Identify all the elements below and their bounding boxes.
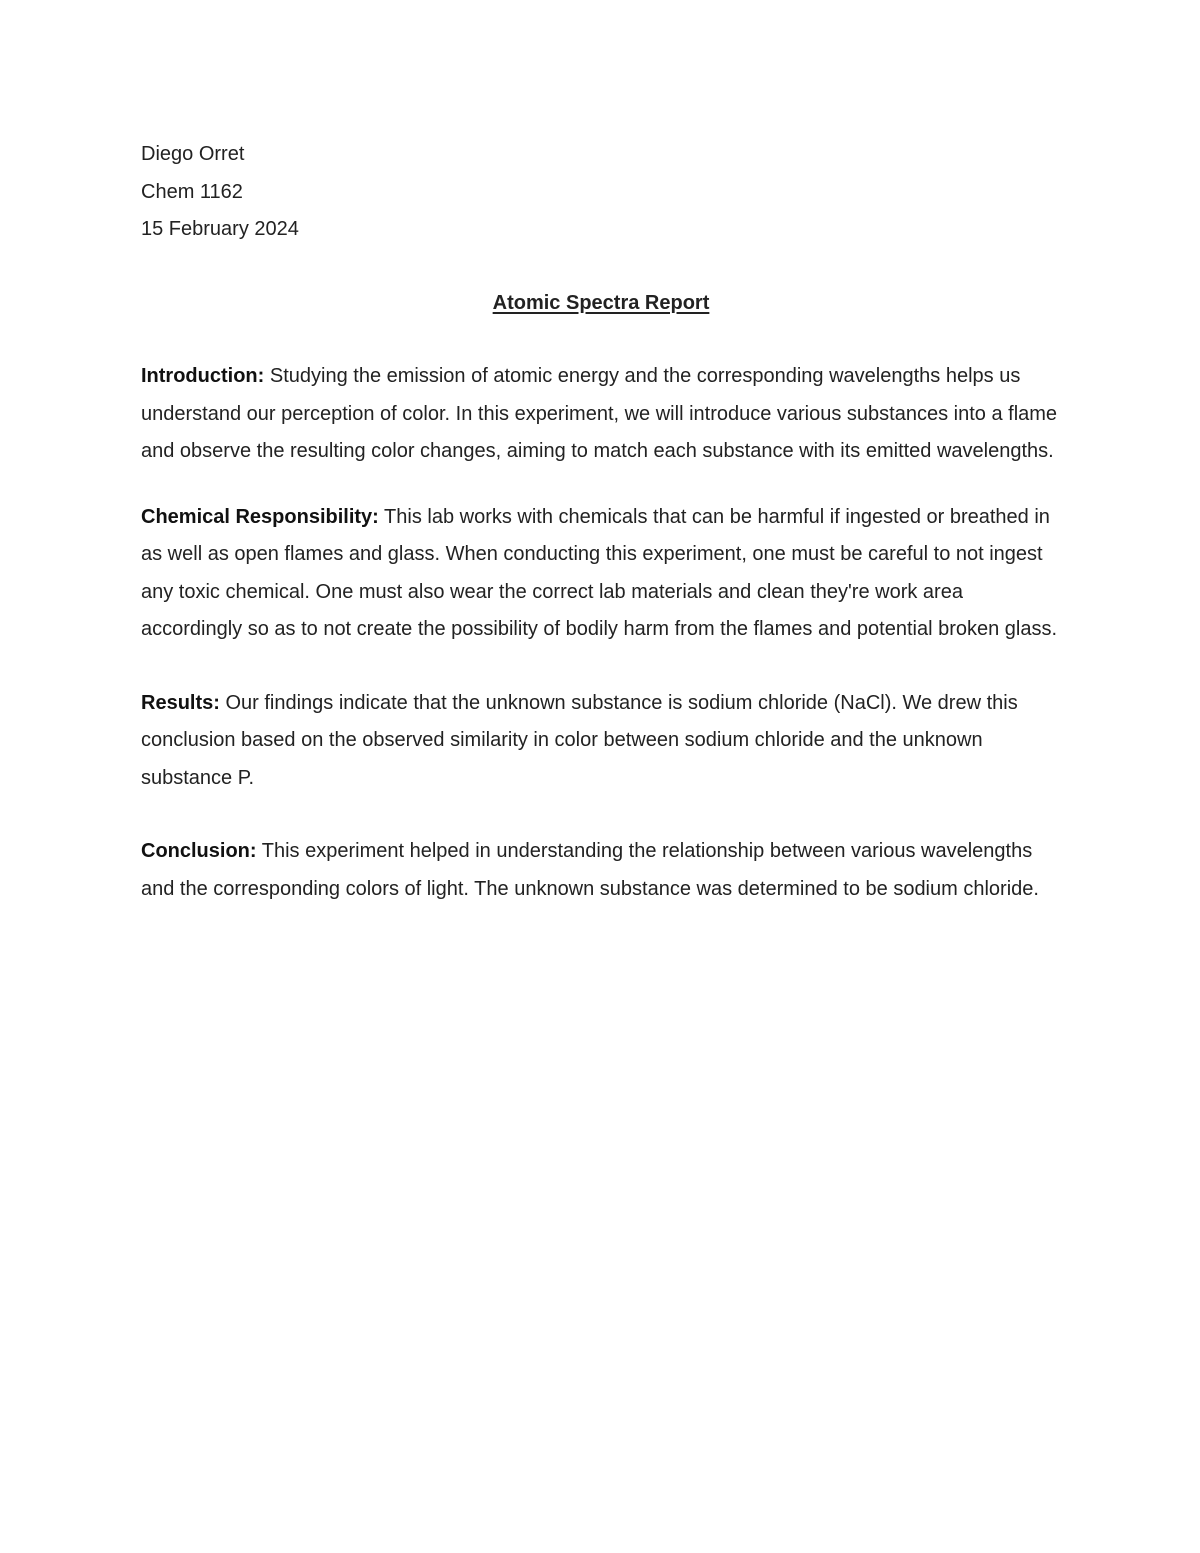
results-paragraph xyxy=(141,685,1061,798)
results-text: Our findings indicate that the unknown substance is sodium chloride (NaCl). We drew this conclusion based on the observed similarity in color between sodium chloride and the unknown substance P. xyxy=(141,691,1018,789)
author-name: Diego Orret xyxy=(141,143,245,165)
results-label: Results: xyxy=(141,691,220,714)
report-date: 15 February 2024 xyxy=(141,218,299,240)
paragraph-spacer xyxy=(141,649,1061,685)
introduction-text: Studying the emission of atomic energy and the corresponding wavelengths helps us understand our perception of color. In this experiment, we will introduce various substances into a flame and observe the resulting color changes, aiming to match each substance with its emitted wavelengths. xyxy=(141,365,1058,462)
conclusion-text: This experiment helped in understanding the relationship between various wavelengths and the corresponding colors of light. The unknown substance was determined to be sodium chloride. xyxy=(141,840,1039,900)
chemical-responsibility-label: Chemical Responsibility: xyxy=(141,505,379,528)
report-title: Atomic Spectra Report xyxy=(492,291,710,314)
chemical-responsibility-text: This lab works with chemicals that can be harmful if ingested or breathed in as well as open flames and glass. When conducting this experiment, one must be careful to not ingest any toxic chemical. One must also wear the correct lab materials and clean they're work area accordingly so as to not create the possibility of bodily harm from the flames and potential broken glass. xyxy=(141,505,1058,640)
introduction-label: Introduction: xyxy=(141,365,265,387)
course-name: Chem 1162 xyxy=(141,180,243,203)
paragraph-spacer xyxy=(141,797,1061,833)
conclusion-paragraph xyxy=(141,833,1061,908)
document-body xyxy=(141,136,1061,908)
chemical-responsibility-paragraph xyxy=(141,499,1061,649)
conclusion-label: Conclusion: xyxy=(141,840,257,862)
introduction-paragraph xyxy=(141,358,1061,471)
paragraph-spacer xyxy=(141,471,1061,499)
